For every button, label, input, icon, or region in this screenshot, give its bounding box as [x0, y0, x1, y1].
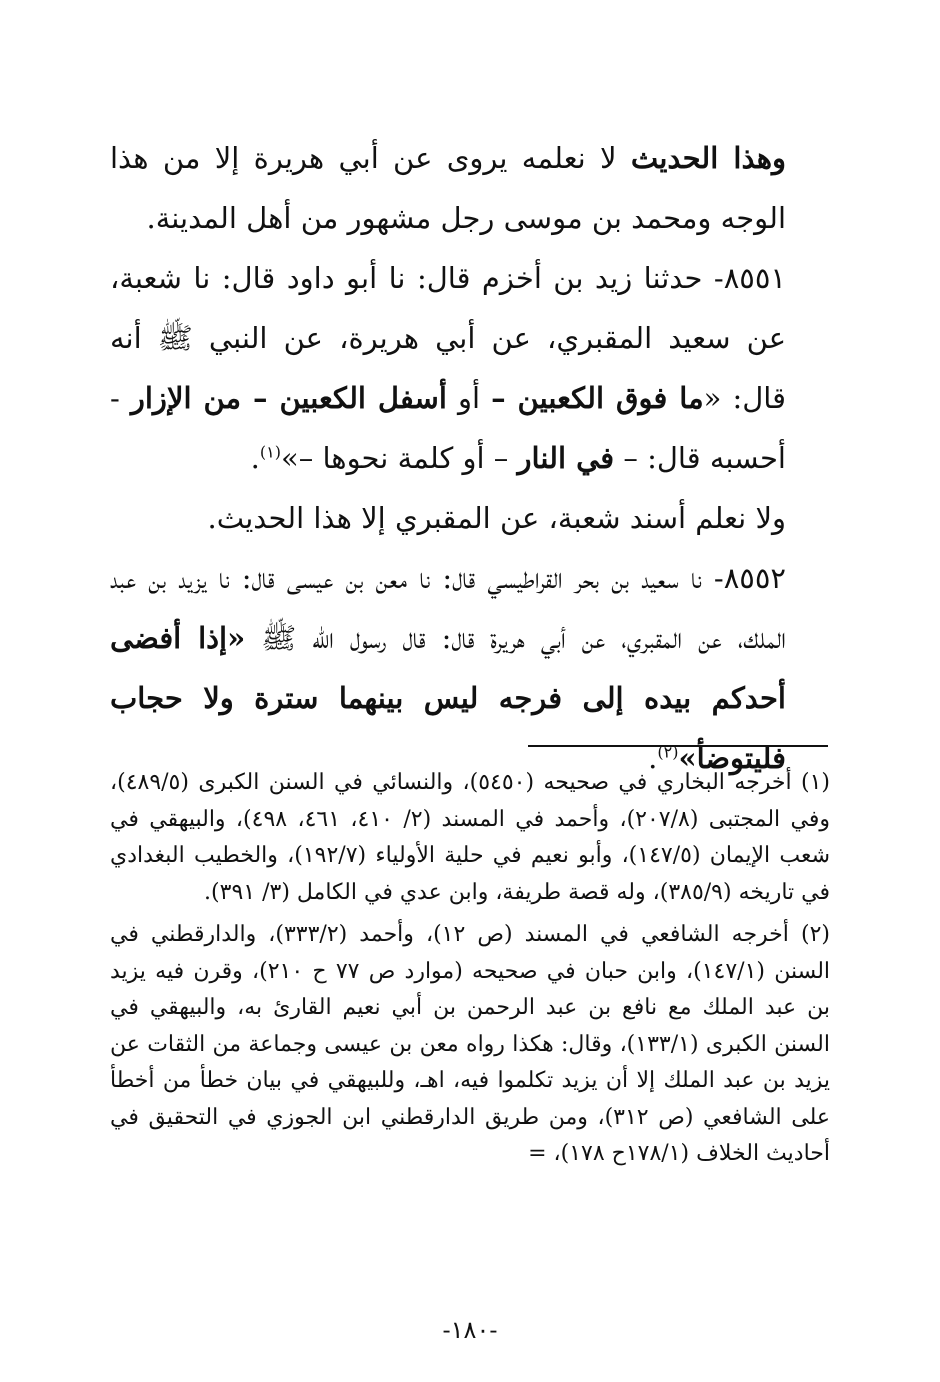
footnote-ref-1: (١): [259, 442, 281, 462]
hadith-8552-matn: «إذا أفضى أحدكم بيده إلى فرجه ليس بينهما سترة ولا حجاب فليتوضأ»: [110, 621, 786, 775]
footnote-text: أخرجه البخاري في صحيحه (٥٤٥٠)، والنسائي في السنن الكبرى (٤٨٩/٥)، وفي المجتبى (٢٠٧/٨)، وأحمد في المسند (٢/ ٤١٠، ٤٦١، ٤٩٨)، والبيهقي في شعب الإيمان (١٤٧/٥)، وأبو نعيم في حلية الأولياء (١٩٢/٧)، والخطيب البغدادي في تاريخه (٣٨٥/٩)، وله قصة طريفة، وابن عدي في الكامل (٣/ ٣٩١).: [110, 770, 831, 905]
hadith-8551-matn-3: في النار: [517, 441, 615, 475]
footnote-number: (٢): [800, 922, 830, 947]
footnotes: [110, 765, 830, 1179]
page-number: -١٨٠-: [442, 1316, 498, 1344]
paragraph-commentary-1: [110, 128, 830, 248]
hadith-8551-matn-2: أسفل الكعبين – من الإزار: [130, 381, 447, 415]
paragraph-commentary-2: [110, 488, 830, 548]
main-text: [110, 128, 830, 788]
hadith-8551-narrator-note: - أحسبه قال: –: [110, 381, 786, 475]
hadith-8551-ending: – أو كلمة نحوها –»: [280, 441, 518, 475]
hadith-8552: [110, 548, 830, 788]
footnote-text: أخرجه الشافعي في المسند (ص ١٢)، وأحمد (٣٣٣/٢)، والدارقطني في السنن (١٤٧/١)، وابن حبان في صحيحه (موارد ص ٧٧ ح ٢١٠)، وقرن فيه يزيد بن عبد الملك مع نافع بن عبد الرحمن بن أبي نعيم القارئ به، والبيهقي في السنن الكبرى (١٣٣/١)، وقال: هكذا رواه معن بن عيسى وجماعة من الثقات عن يزيد بن عبد الملك إلا أن يزيد تكلموا فيه، اهـ، وللبيهقي في بيان خطأ من أخطأ على الشافعي (ص ٣١٢)، ومن طريق الدارقطني ابن الجوزي في التحقيق في أحاديث الخلاف (١٧٨/١ح ١٧٨)، =: [110, 922, 831, 1166]
commentary-text: لا نعلمه يروى عن أبي هريرة إلا من هذا الوجه ومحمد بن موسى رجل مشهور من أهل المدينة.: [110, 141, 786, 235]
footnote-divider: [528, 745, 828, 747]
hadith-8551-period: .: [250, 441, 260, 475]
commentary-bold-phrase: وهذا الحديث: [630, 141, 786, 175]
footnote-ref-2: (٢): [657, 742, 679, 762]
footnote-1: [110, 765, 830, 911]
footnote-number: (١): [800, 770, 830, 795]
hadith-8551-isnad: ٨٥٥١- حدثنا زيد بن أخزم قال: نا أبو داود قال: نا شعبة، عن سعيد المقبري، عن أبي هريرة، عن النبي ﷺ أنه قال: «: [110, 261, 786, 415]
hadith-8551-matn-1: ما فوق الكعبين –: [491, 381, 704, 415]
hadith-8552-isnad: ٨٥٥٢- نا سعيد بن بحر القراطيسي قال: نا معن بن عيسى قال: نا يزيد بن عبد الملك، عن المقبري، عن أبي هريرة قال: قال رسول الله ﷺ: [110, 561, 787, 655]
footnote-2: [110, 917, 830, 1173]
hadith-8552-period: .: [648, 741, 658, 775]
commentary-text-2: ولا نعلم أسند شعبة، عن المقبري إلا هذا الحديث.: [207, 501, 786, 535]
hadith-8551-or: أو: [446, 381, 492, 415]
hadith-8551: [110, 248, 830, 488]
